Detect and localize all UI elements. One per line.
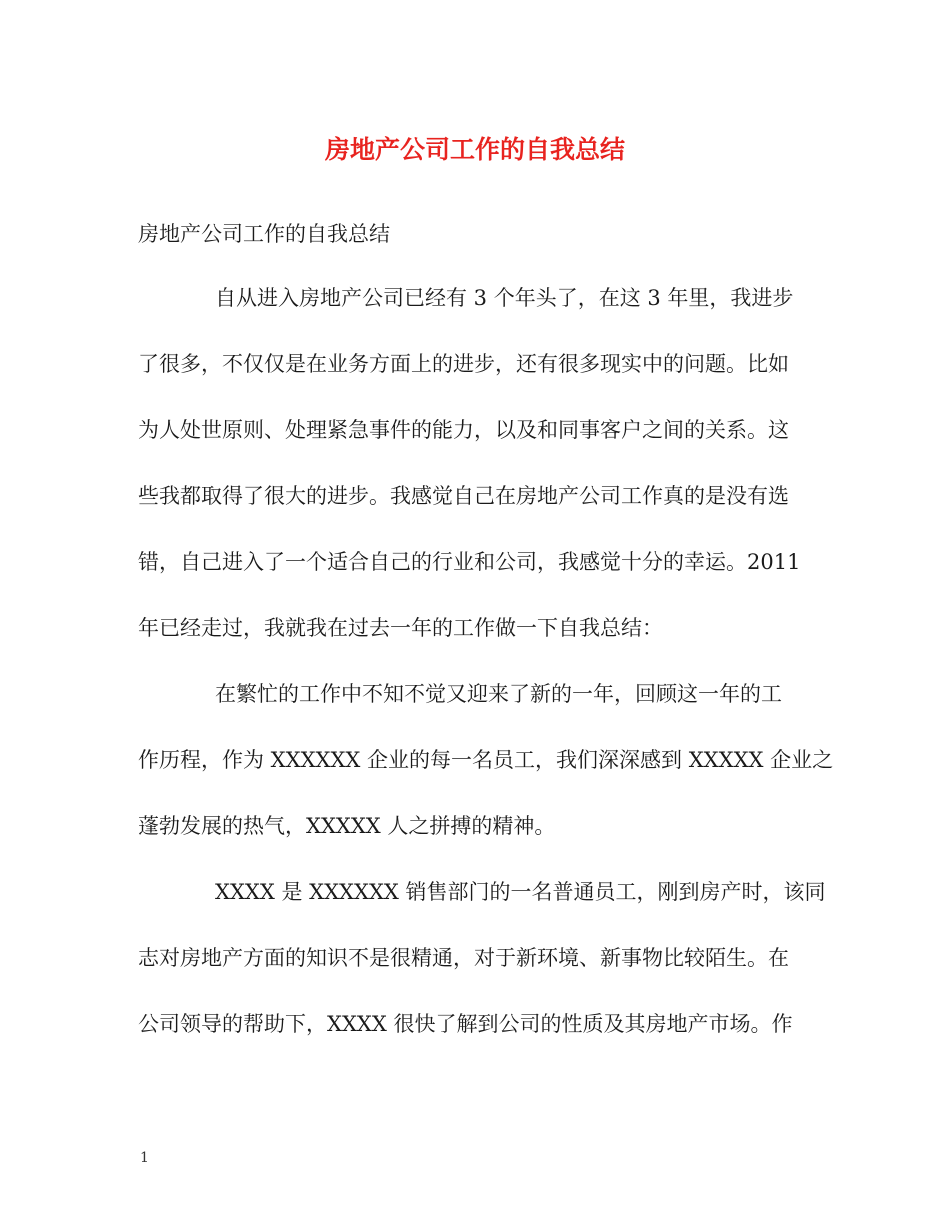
document-body <box>138 280 834 1072</box>
paragraph-3-line-1: XXXX 是 XXXXXX 销售部门的一名普通员工，刚到房产时，该同 <box>215 880 826 904</box>
paragraph-1-line-4: 些我都取得了很大的进步。我感觉自己在房地产公司工作真的是没有选 <box>138 484 789 508</box>
paragraph-1-line-1: 自从进入房地产公司已经有 3 个年头了，在这 3 年里，我进步 <box>215 286 794 310</box>
paragraph-1-line-6: 年已经走过，我就我在过去一年的工作做一下自我总结： <box>138 616 663 640</box>
page-number: 1 <box>140 1150 149 1166</box>
paragraph-1-line-2: 了很多，不仅仅是在业务方面上的进步，还有很多现实中的问题。比如 <box>138 352 789 376</box>
paragraph-1-line-3: 为人处世原则、处理紧急事件的能力，以及和同事客户之间的关系。这 <box>138 418 789 442</box>
paragraph-3-line-2: 志对房地产方面的知识不是很精通，对于新环境、新事物比较陌生。在 <box>138 946 789 970</box>
paragraph-2-line-1: 在繁忙的工作中不知不觉又迎来了新的一年，回顾这一年的工 <box>215 682 782 706</box>
paragraph-2-line-3: 蓬勃发展的热气，XXXXX 人之拼搏的精神。 <box>138 814 556 838</box>
paragraph-3-line-3: 公司领导的帮助下，XXXX 很快了解到公司的性质及其房地产市场。作 <box>138 1012 793 1036</box>
paragraph-1-line-5: 错，自己进入了一个适合自己的行业和公司，我感觉十分的幸运。2011 <box>138 550 801 574</box>
paragraph-2-line-2: 作历程，作为 XXXXXX 企业的每一名员工，我们深深感到 XXXXX 企业之 <box>138 748 834 772</box>
document-title: 房地产公司工作的自我总结 <box>324 135 625 164</box>
document-subtitle: 房地产公司工作的自我总结 <box>138 222 390 246</box>
